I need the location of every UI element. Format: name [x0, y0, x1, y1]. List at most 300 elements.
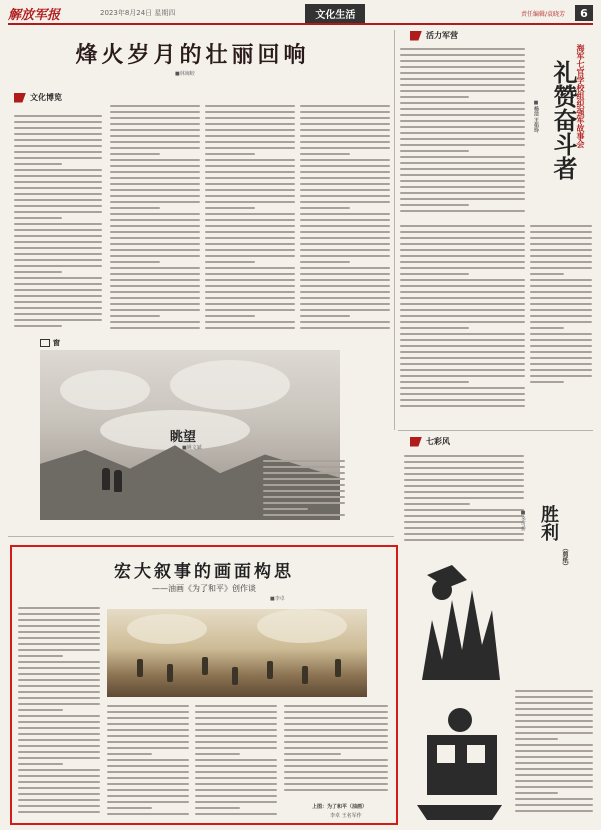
text-line: [14, 133, 102, 135]
text-line: [400, 291, 525, 293]
text-line: [400, 66, 525, 68]
page-number: 6: [575, 5, 593, 21]
text-line: [110, 105, 200, 107]
text-line: [263, 502, 345, 504]
text-line: [195, 771, 277, 773]
text-line: [14, 115, 102, 117]
text-line: [18, 685, 100, 687]
text-line: [18, 781, 100, 783]
text-line: [18, 805, 100, 807]
soldier-silhouette: [114, 470, 122, 492]
text-line: [300, 147, 390, 149]
text-line: [14, 187, 102, 189]
text-line: [400, 156, 525, 158]
text-line: [110, 303, 200, 305]
text-line: [107, 759, 189, 761]
text-line: [530, 375, 592, 377]
text-line: [515, 720, 593, 722]
text-line: [400, 303, 525, 305]
tag-marker-icon: [410, 31, 422, 41]
side-article-title: 礼赞奋斗者: [549, 60, 578, 180]
text-line: [18, 799, 100, 801]
text-line: [515, 708, 593, 710]
text-line: [300, 261, 350, 263]
text-line: [18, 619, 100, 621]
text-line: [300, 225, 390, 227]
text-line: [107, 783, 189, 785]
text-line: [107, 747, 189, 749]
text-line: [14, 325, 62, 327]
figure-silhouette: [335, 659, 341, 677]
text-line: [110, 321, 200, 323]
text-line: [530, 255, 592, 257]
text-line: [300, 327, 390, 329]
papercut-byline: ■多可拼: [520, 510, 526, 531]
text-line: [205, 291, 295, 293]
text-line: [18, 787, 100, 789]
text-line: [110, 195, 200, 197]
text-line: [14, 229, 102, 231]
text-line: [515, 792, 558, 794]
text-line: [300, 111, 390, 113]
text-line: [107, 723, 189, 725]
text-line: [284, 717, 388, 719]
editor-credit: 责任编辑/袁晓芳: [520, 10, 565, 18]
text-line: [404, 497, 524, 499]
text-line: [14, 265, 102, 267]
text-line: [107, 813, 189, 815]
text-line: [400, 327, 469, 329]
text-line: [18, 709, 63, 711]
text-line: [400, 90, 525, 92]
text-line: [110, 165, 200, 167]
text-line: [530, 243, 592, 245]
text-line: [284, 765, 388, 767]
poem-byline: ■姚文斌: [182, 445, 202, 451]
text-line: [107, 753, 152, 755]
text-line: [400, 285, 525, 287]
text-line: [530, 297, 592, 299]
issue-date: 2023年8月24日 星期四: [100, 9, 176, 17]
text-line: [400, 261, 525, 263]
main-article-column-3: [205, 105, 295, 335]
text-line: [400, 315, 525, 317]
main-article-column-2: [110, 105, 200, 335]
text-line: [195, 729, 277, 731]
text-line: [300, 267, 390, 269]
text-line: [18, 691, 100, 693]
text-line: [530, 237, 592, 239]
tag-label: 窗: [53, 339, 60, 347]
text-line: [263, 496, 345, 498]
text-line: [195, 789, 277, 791]
text-line: [530, 381, 564, 383]
tag-marker-icon: [14, 93, 26, 103]
smoke: [257, 609, 347, 643]
text-line: [515, 696, 593, 698]
text-line: [14, 163, 62, 165]
text-line: [110, 297, 200, 299]
text-line: [404, 485, 524, 487]
text-line: [400, 54, 525, 56]
text-line: [205, 285, 295, 287]
column-divider: [394, 30, 395, 430]
text-line: [18, 703, 100, 705]
text-line: [400, 78, 525, 80]
text-line: [18, 613, 100, 615]
text-line: [14, 205, 102, 207]
text-line: [300, 279, 390, 281]
text-line: [110, 213, 200, 215]
text-line: [110, 135, 200, 137]
text-line: [515, 750, 593, 752]
text-line: [18, 655, 63, 657]
text-line: [263, 472, 345, 474]
text-line: [400, 393, 525, 395]
text-line: [530, 291, 592, 293]
text-line: [205, 207, 255, 209]
text-line: [400, 345, 525, 347]
text-line: [284, 753, 341, 755]
text-line: [110, 267, 200, 269]
text-line: [18, 793, 100, 795]
text-line: [530, 345, 592, 347]
text-line: [14, 217, 62, 219]
feature-title: 宏大叙事的画面构思: [114, 562, 294, 582]
feature-column-3: [195, 705, 277, 820]
text-line: [205, 195, 295, 197]
main-article-column-1: [14, 115, 102, 335]
main-headline: 烽火岁月的壮丽回响: [75, 42, 310, 68]
side-lower-text: [404, 455, 524, 550]
text-line: [404, 461, 524, 463]
text-line: [14, 199, 102, 201]
text-line: [300, 315, 350, 317]
text-line: [400, 48, 525, 50]
text-line: [205, 321, 295, 323]
text-line: [530, 321, 592, 323]
text-line: [400, 255, 525, 257]
text-line: [110, 243, 200, 245]
text-line: [14, 283, 102, 285]
text-line: [110, 159, 200, 161]
papercut-image-top: [412, 560, 508, 690]
text-line: [110, 225, 200, 227]
text-line: [404, 539, 524, 541]
text-line: [14, 181, 102, 183]
text-line: [515, 738, 558, 740]
text-line: [107, 735, 189, 737]
text-line: [195, 801, 277, 803]
text-line: [110, 189, 200, 191]
text-line: [205, 201, 295, 203]
text-line: [18, 763, 63, 765]
text-line: [18, 649, 100, 651]
text-line: [284, 735, 388, 737]
text-line: [400, 273, 469, 275]
text-line: [205, 225, 295, 227]
text-line: [515, 780, 593, 782]
text-line: [18, 661, 100, 663]
text-line: [107, 717, 189, 719]
text-line: [530, 351, 592, 353]
text-line: [530, 339, 592, 341]
text-line: [530, 279, 592, 281]
text-line: [18, 637, 100, 639]
text-line: [14, 271, 62, 273]
text-line: [284, 747, 388, 749]
text-line: [14, 301, 102, 303]
text-line: [195, 759, 277, 761]
text-line: [263, 478, 345, 480]
text-line: [400, 237, 525, 239]
text-line: [284, 741, 388, 743]
text-line: [300, 219, 390, 221]
text-line: [400, 120, 525, 122]
text-line: [110, 231, 200, 233]
text-line: [300, 273, 390, 275]
text-line: [300, 237, 390, 239]
text-line: [205, 105, 295, 107]
text-line: [205, 165, 295, 167]
text-line: [300, 297, 390, 299]
text-line: [205, 111, 295, 113]
text-line: [530, 249, 592, 251]
text-line: [515, 804, 593, 806]
text-line: [263, 514, 345, 516]
text-line: [110, 285, 200, 287]
text-line: [300, 285, 390, 287]
text-line: [110, 309, 200, 311]
text-line: [530, 285, 592, 287]
text-line: [400, 72, 525, 74]
text-line: [263, 490, 345, 492]
text-line: [14, 193, 102, 195]
text-line: [515, 810, 593, 812]
text-line: [300, 135, 390, 137]
text-line: [18, 715, 100, 717]
text-line: [110, 123, 200, 125]
text-line: [205, 129, 295, 131]
text-line: [195, 813, 277, 815]
text-line: [195, 717, 277, 719]
text-line: [110, 183, 200, 185]
side-article-byline: ■杨洁 王佑玲: [533, 100, 539, 133]
text-line: [530, 357, 592, 359]
text-line: [18, 733, 100, 735]
text-line: [205, 123, 295, 125]
text-line: [400, 225, 525, 227]
text-line: [18, 625, 100, 627]
window-icon: [40, 339, 50, 347]
text-line: [18, 643, 100, 645]
text-line: [195, 765, 277, 767]
side-article-column-2: [400, 225, 525, 415]
text-line: [400, 162, 525, 164]
text-line: [14, 235, 102, 237]
text-line: [18, 631, 100, 633]
text-line: [400, 204, 469, 206]
text-line: [400, 375, 525, 377]
text-line: [14, 169, 102, 171]
text-line: [195, 795, 277, 797]
text-line: [110, 291, 200, 293]
text-line: [195, 705, 277, 707]
feature-subtitle: ——油画《为了和平》创作谈: [152, 584, 256, 593]
text-line: [404, 515, 524, 517]
section-title: 文化生活: [305, 4, 365, 23]
text-line: [110, 237, 200, 239]
text-line: [300, 255, 390, 257]
text-line: [110, 327, 200, 329]
text-line: [205, 315, 255, 317]
text-line: [530, 273, 564, 275]
text-line: [515, 762, 593, 764]
text-line: [14, 151, 102, 153]
text-line: [263, 466, 345, 468]
text-line: [300, 213, 390, 215]
text-line: [400, 297, 525, 299]
text-line: [404, 533, 524, 535]
text-line: [530, 225, 592, 227]
text-line: [18, 811, 100, 813]
text-line: [400, 210, 525, 212]
text-line: [400, 138, 525, 140]
text-line: [205, 273, 295, 275]
text-line: [400, 231, 525, 233]
text-line: [110, 219, 200, 221]
text-line: [110, 249, 200, 251]
text-line: [515, 768, 593, 770]
section-divider: [8, 536, 394, 537]
oil-painting-image: [107, 609, 367, 697]
cloud: [170, 360, 290, 410]
text-line: [530, 261, 592, 263]
text-line: [18, 607, 100, 609]
tag-culture-review: [14, 92, 62, 103]
text-line: [300, 105, 390, 107]
painting-caption: 上图：为了和平（油画）: [312, 804, 368, 810]
painting-credit: 李卓 王名军作: [330, 813, 362, 819]
text-line: [14, 253, 102, 255]
text-line: [300, 207, 350, 209]
tag-label: 文化博览: [30, 93, 62, 102]
text-line: [110, 171, 200, 173]
text-line: [400, 339, 525, 341]
figure-silhouette: [137, 659, 143, 677]
tag-marker-icon: [410, 437, 422, 447]
text-line: [400, 186, 525, 188]
tag-vitality: [410, 30, 458, 41]
text-line: [110, 141, 200, 143]
text-line: [110, 261, 160, 263]
text-line: [300, 321, 390, 323]
text-line: [530, 333, 592, 335]
text-line: [195, 777, 277, 779]
text-line: [205, 177, 295, 179]
text-line: [14, 121, 102, 123]
text-line: [300, 231, 390, 233]
text-line: [205, 231, 295, 233]
text-line: [284, 705, 388, 707]
text-line: [14, 259, 102, 261]
text-line: [110, 207, 160, 209]
figure-silhouette: [302, 666, 308, 684]
text-line: [205, 147, 295, 149]
figure-silhouette: [167, 664, 173, 682]
tag-window: [40, 338, 60, 348]
text-line: [107, 801, 189, 803]
text-line: [400, 351, 525, 353]
feature-column-2: [107, 705, 189, 820]
text-line: [400, 267, 525, 269]
text-line: [205, 117, 295, 119]
tag-label: 七彩风: [426, 437, 450, 446]
text-line: [515, 744, 593, 746]
text-line: [515, 732, 593, 734]
text-line: [110, 255, 200, 257]
smoke: [127, 614, 207, 644]
main-byline: ■林闽蛟: [175, 71, 195, 77]
text-line: [263, 484, 345, 486]
text-line: [14, 319, 102, 321]
text-line: [205, 135, 295, 137]
section-divider: [398, 430, 593, 431]
text-line: [195, 753, 240, 755]
text-line: [300, 153, 350, 155]
text-line: [205, 267, 295, 269]
text-line: [18, 739, 100, 741]
cloud: [60, 370, 150, 410]
text-line: [14, 145, 102, 147]
text-line: [400, 96, 469, 98]
text-line: [110, 177, 200, 179]
text-line: [400, 369, 525, 371]
papercut-title: 胜利: [538, 505, 559, 541]
text-line: [18, 727, 100, 729]
text-line: [404, 473, 524, 475]
text-line: [400, 132, 525, 134]
papercut-description: [515, 690, 593, 820]
text-line: [195, 807, 240, 809]
text-line: [400, 150, 469, 152]
text-line: [300, 183, 390, 185]
text-line: [300, 123, 390, 125]
text-line: [205, 183, 295, 185]
text-line: [400, 321, 525, 323]
text-line: [300, 309, 390, 311]
text-line: [14, 127, 102, 129]
text-line: [300, 171, 390, 173]
text-line: [400, 114, 525, 116]
text-line: [195, 747, 277, 749]
text-line: [14, 307, 102, 309]
text-line: [107, 771, 189, 773]
masthead-rule: [8, 23, 593, 25]
text-line: [110, 201, 200, 203]
main-article-column-4: [300, 105, 390, 335]
text-line: [18, 775, 100, 777]
text-line: [18, 667, 100, 669]
text-line: [404, 509, 524, 511]
text-line: [404, 455, 524, 457]
text-line: [404, 479, 524, 481]
text-line: [18, 757, 100, 759]
text-line: [284, 723, 388, 725]
text-line: [205, 243, 295, 245]
text-line: [400, 279, 525, 281]
text-line: [205, 219, 295, 221]
